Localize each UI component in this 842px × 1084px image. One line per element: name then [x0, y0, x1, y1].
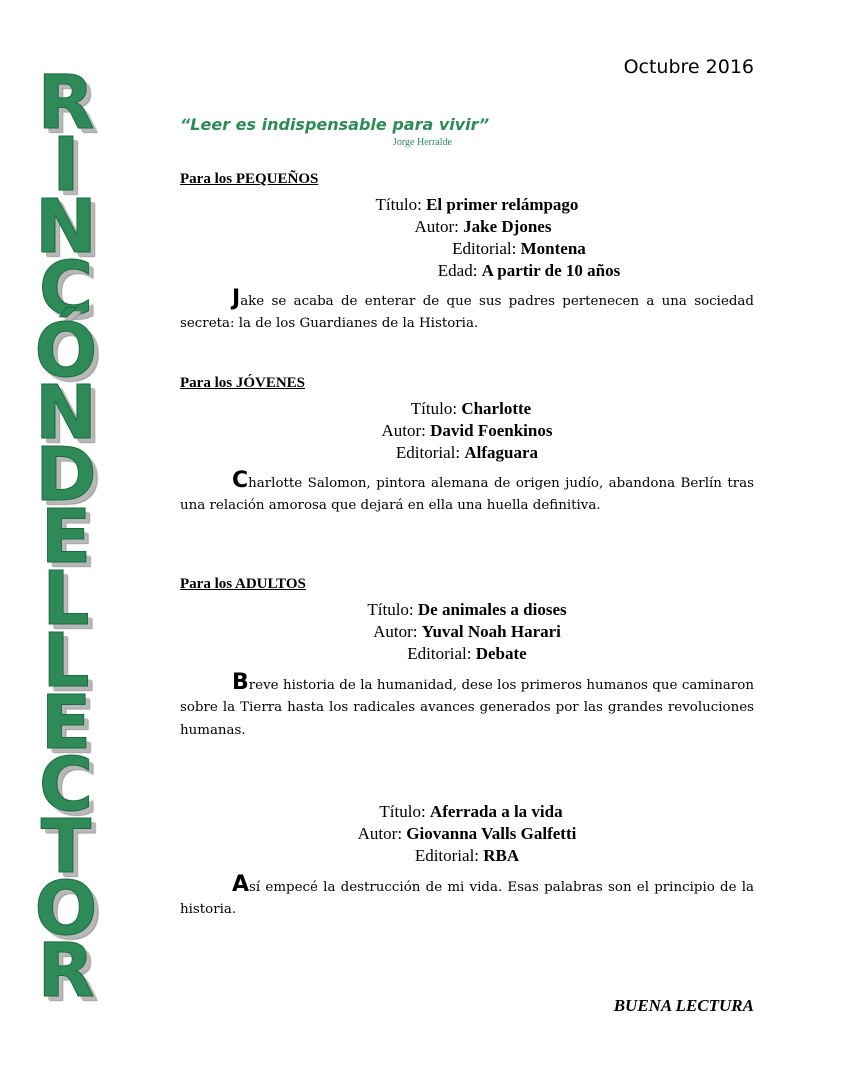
publisher-label: Editorial:	[452, 239, 521, 258]
vertical-title-letter: N	[35, 370, 97, 456]
book-publisher-line	[180, 238, 806, 260]
author-label: Autor:	[414, 217, 464, 236]
description-text: ake se acaba de enterar de que sus padres pertenecen a una sociedad secreta: la de los Guardianes de la Historia.	[180, 294, 754, 332]
book-publisher-line	[180, 845, 754, 867]
section-heading-adultos: Para los ADULTOS	[180, 576, 306, 592]
vertical-title-letter: E	[40, 680, 92, 766]
book-author-line	[180, 621, 754, 643]
book-title-line	[180, 801, 758, 823]
vertical-title-letter: Ó	[34, 308, 98, 394]
title-label: Título:	[375, 195, 427, 214]
drop-cap: A	[232, 872, 250, 897]
book-title: De animales a dioses	[417, 600, 567, 619]
vertical-title	[14, 60, 118, 1014]
vertical-title-letter: T	[40, 804, 92, 890]
book-description	[180, 468, 754, 518]
closing-text: BUENA LECTURA	[613, 996, 754, 1015]
section-heading-jovenes: Para los JÓVENES	[180, 375, 306, 391]
book-author-line	[180, 823, 754, 845]
book-title-line	[180, 599, 754, 621]
description-text: sí empecé la destrucción de mi vida. Esas palabras son el principio de la historia.	[180, 880, 754, 918]
description-text: harlotte Salomon, pintora alemana de origen judío, abandona Berlín tras una relación amorosa que dejará en ella una huella definitiva.	[180, 476, 754, 514]
book-title: Aferrada a la vida	[429, 802, 563, 821]
book-title-line	[180, 194, 764, 216]
publisher-label: Editorial:	[414, 846, 484, 865]
book-author-line	[180, 420, 754, 442]
vertical-title-letter: L	[42, 618, 90, 704]
book-age: A partir de 10 años	[481, 261, 621, 280]
author-label: Autor:	[373, 622, 422, 641]
age-label: Edad:	[437, 261, 482, 280]
drop-cap: C	[232, 468, 249, 493]
book-author: David Foenkinos	[430, 421, 553, 440]
vertical-title-letter: N	[35, 184, 97, 270]
vertical-title-letter: E	[40, 494, 92, 580]
book-author: Yuval Noah Harari	[421, 622, 561, 641]
book-publisher: RBA	[483, 846, 520, 865]
book-description	[180, 670, 754, 742]
vertical-title-letter: L	[42, 556, 90, 642]
quote-text: “Leer es indispensable para vivir”	[180, 115, 490, 134]
book-description	[180, 872, 754, 922]
drop-cap: J	[232, 286, 241, 311]
book-title: Charlotte	[461, 399, 532, 418]
vertical-title-letter: D	[35, 432, 97, 518]
book-author: Giovanna Valls Galfetti	[406, 824, 577, 843]
quote-author: Jorge Herralde	[393, 137, 452, 148]
book-publisher: Debate	[475, 644, 527, 663]
vertical-title-letter: C	[38, 742, 94, 828]
title-label: Título:	[379, 802, 430, 821]
date: Octubre 2016	[623, 56, 754, 78]
author-label: Autor:	[381, 421, 431, 440]
title-label: Título:	[410, 399, 462, 418]
title-label: Título:	[367, 600, 418, 619]
book-author-line	[180, 216, 770, 238]
publisher-label: Editorial:	[395, 443, 465, 462]
book-description	[180, 286, 754, 336]
section-heading-pequenos: Para los PEQUEÑOS	[180, 171, 319, 187]
vertical-title-letter: O	[34, 866, 98, 952]
book-author: Jake Djones	[463, 217, 552, 236]
book-title-line	[180, 398, 758, 420]
book-publisher-line	[180, 442, 754, 464]
book-title: El primer relámpago	[426, 195, 579, 214]
publisher-label: Editorial:	[407, 644, 476, 663]
drop-cap: B	[232, 670, 249, 695]
vertical-title-letter: R	[37, 928, 95, 1014]
book-publisher: Alfaguara	[464, 443, 539, 462]
book-publisher-line	[180, 643, 754, 665]
author-label: Autor:	[357, 824, 407, 843]
book-publisher: Montena	[520, 239, 586, 258]
description-text: reve historia de la humanidad, dese los primeros humanos que caminaron sobre la Tierra hasta los radicales avances generados por las grandes revoluciones humanas.	[180, 678, 754, 738]
book-age-line	[180, 260, 816, 282]
vertical-title-letter: C	[38, 246, 94, 332]
vertical-title-letter: I	[52, 122, 80, 208]
vertical-title-letter: R	[37, 60, 95, 146]
